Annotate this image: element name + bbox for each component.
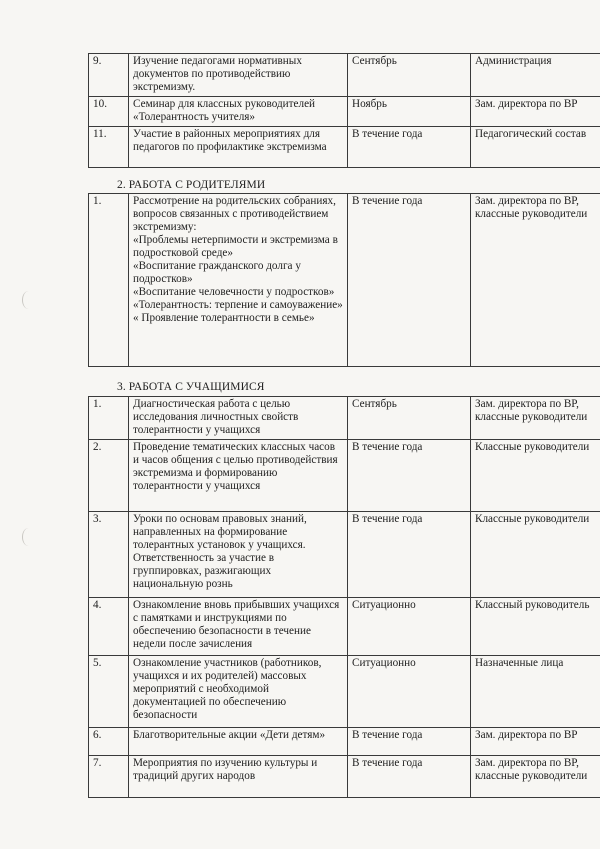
table-row [89, 656, 600, 728]
activity-description: Ознакомление вновь прибывших учащихся с памятками и инструкциями по обеспечению безопасности в течение недели после зачисления [129, 598, 348, 656]
activity-description: Благотворительные акции «Дети детям» [129, 728, 348, 756]
description-line: «Проблемы нетерпимости и экстремизма в подростковой среде» [133, 234, 338, 259]
activity-responsible: Классные руководители [471, 512, 600, 598]
section-heading-students: 3. РАБОТА С УЧАЩИМИСЯ [117, 381, 265, 393]
section-heading-parents: 2. РАБОТА С РОДИТЕЛЯМИ [117, 179, 266, 191]
description-line: « Проявление толерантности в семье» [133, 312, 315, 324]
activity-responsible: Назначенные лица [471, 656, 600, 728]
activity-timing: В течение года [348, 512, 471, 598]
description-line: «Воспитание гражданского долга у подростков» [133, 260, 301, 285]
teachers-activities-table [88, 53, 600, 168]
activity-timing: Сентябрь [348, 397, 471, 440]
activity-description [129, 194, 348, 367]
activity-timing: В течение года [348, 194, 471, 367]
table-row [89, 440, 600, 512]
activity-timing: В течение года [348, 127, 471, 168]
row-number: 7. [89, 756, 129, 798]
row-number: 9. [89, 54, 129, 97]
activity-description: Ознакомление участников (работников, учащихся и их родителей) массовых мероприятий с необходимой документацией по обеспечению безопасности [129, 656, 348, 728]
activity-description: Мероприятия по изучению культуры и традиций других народов [129, 756, 348, 798]
activity-responsible: Зам. директора по ВР [471, 728, 600, 756]
table-row [89, 728, 600, 756]
activity-timing: В течение года [348, 756, 471, 798]
activity-responsible: Классный руководитель [471, 598, 600, 656]
row-number: 1. [89, 397, 129, 440]
table-row [89, 397, 600, 440]
activity-responsible: Педагогический состав [471, 127, 600, 168]
activity-responsible: Администрация [471, 54, 600, 97]
activity-timing: Сентябрь [348, 54, 471, 97]
activity-responsible: Классные руководители [471, 440, 600, 512]
activity-description: Участие в районных мероприятиях для педагогов по профилактике экстремизма [129, 127, 348, 168]
row-number: 2. [89, 440, 129, 512]
activity-responsible: Зам. директора по ВР, классные руководители [471, 397, 600, 440]
activity-responsible: Зам. директора по ВР, классные руководители [471, 194, 600, 367]
scan-margin-mark [22, 528, 35, 546]
table-row [89, 194, 600, 367]
row-number: 11. [89, 127, 129, 168]
table-row [89, 512, 600, 598]
students-activities-table [88, 396, 600, 798]
activity-timing: В течение года [348, 728, 471, 756]
row-number: 6. [89, 728, 129, 756]
table-row [89, 756, 600, 798]
activity-responsible: Зам. директора по ВР, классные руководители [471, 756, 600, 798]
table-row [89, 598, 600, 656]
row-number: 5. [89, 656, 129, 728]
row-number: 10. [89, 97, 129, 127]
activity-description: Проведение тематических классных часов и часов общения с целью противодействия экстремизма и формированию толерантности у учащихся [129, 440, 348, 512]
description-line: Рассмотрение на родительских собраниях, вопросов связанных с противодействием экстремизму: [133, 195, 336, 233]
row-number: 3. [89, 512, 129, 598]
activity-description: Диагностическая работа с целью исследования личностных свойств толерантности у учащихся [129, 397, 348, 440]
activity-timing: Ситуационно [348, 656, 471, 728]
table-row [89, 127, 600, 168]
table-row [89, 97, 600, 127]
activity-timing: В течение года [348, 440, 471, 512]
scan-margin-mark [22, 291, 35, 309]
table-row [89, 54, 600, 97]
activity-description: Изучение педагогами нормативных документов по противодействию экстремизму. [129, 54, 348, 97]
activity-description: Семинар для классных руководителей «Толерантность учителя» [129, 97, 348, 127]
description-line: «Воспитание человечности у подростков» [133, 286, 335, 298]
activity-description: Уроки по основам правовых знаний, направленных на формирование толерантных установок у учащихся. Ответственность за участие в группировках, разжигающих национальную рознь [129, 512, 348, 598]
activity-timing: Ситуационно [348, 598, 471, 656]
row-number: 1. [89, 194, 129, 367]
description-line: «Толерантность: терпение и самоуважение» [133, 299, 343, 311]
parents-activities-table [88, 193, 600, 367]
row-number: 4. [89, 598, 129, 656]
activity-timing: Ноябрь [348, 97, 471, 127]
activity-responsible: Зам. директора по ВР [471, 97, 600, 127]
